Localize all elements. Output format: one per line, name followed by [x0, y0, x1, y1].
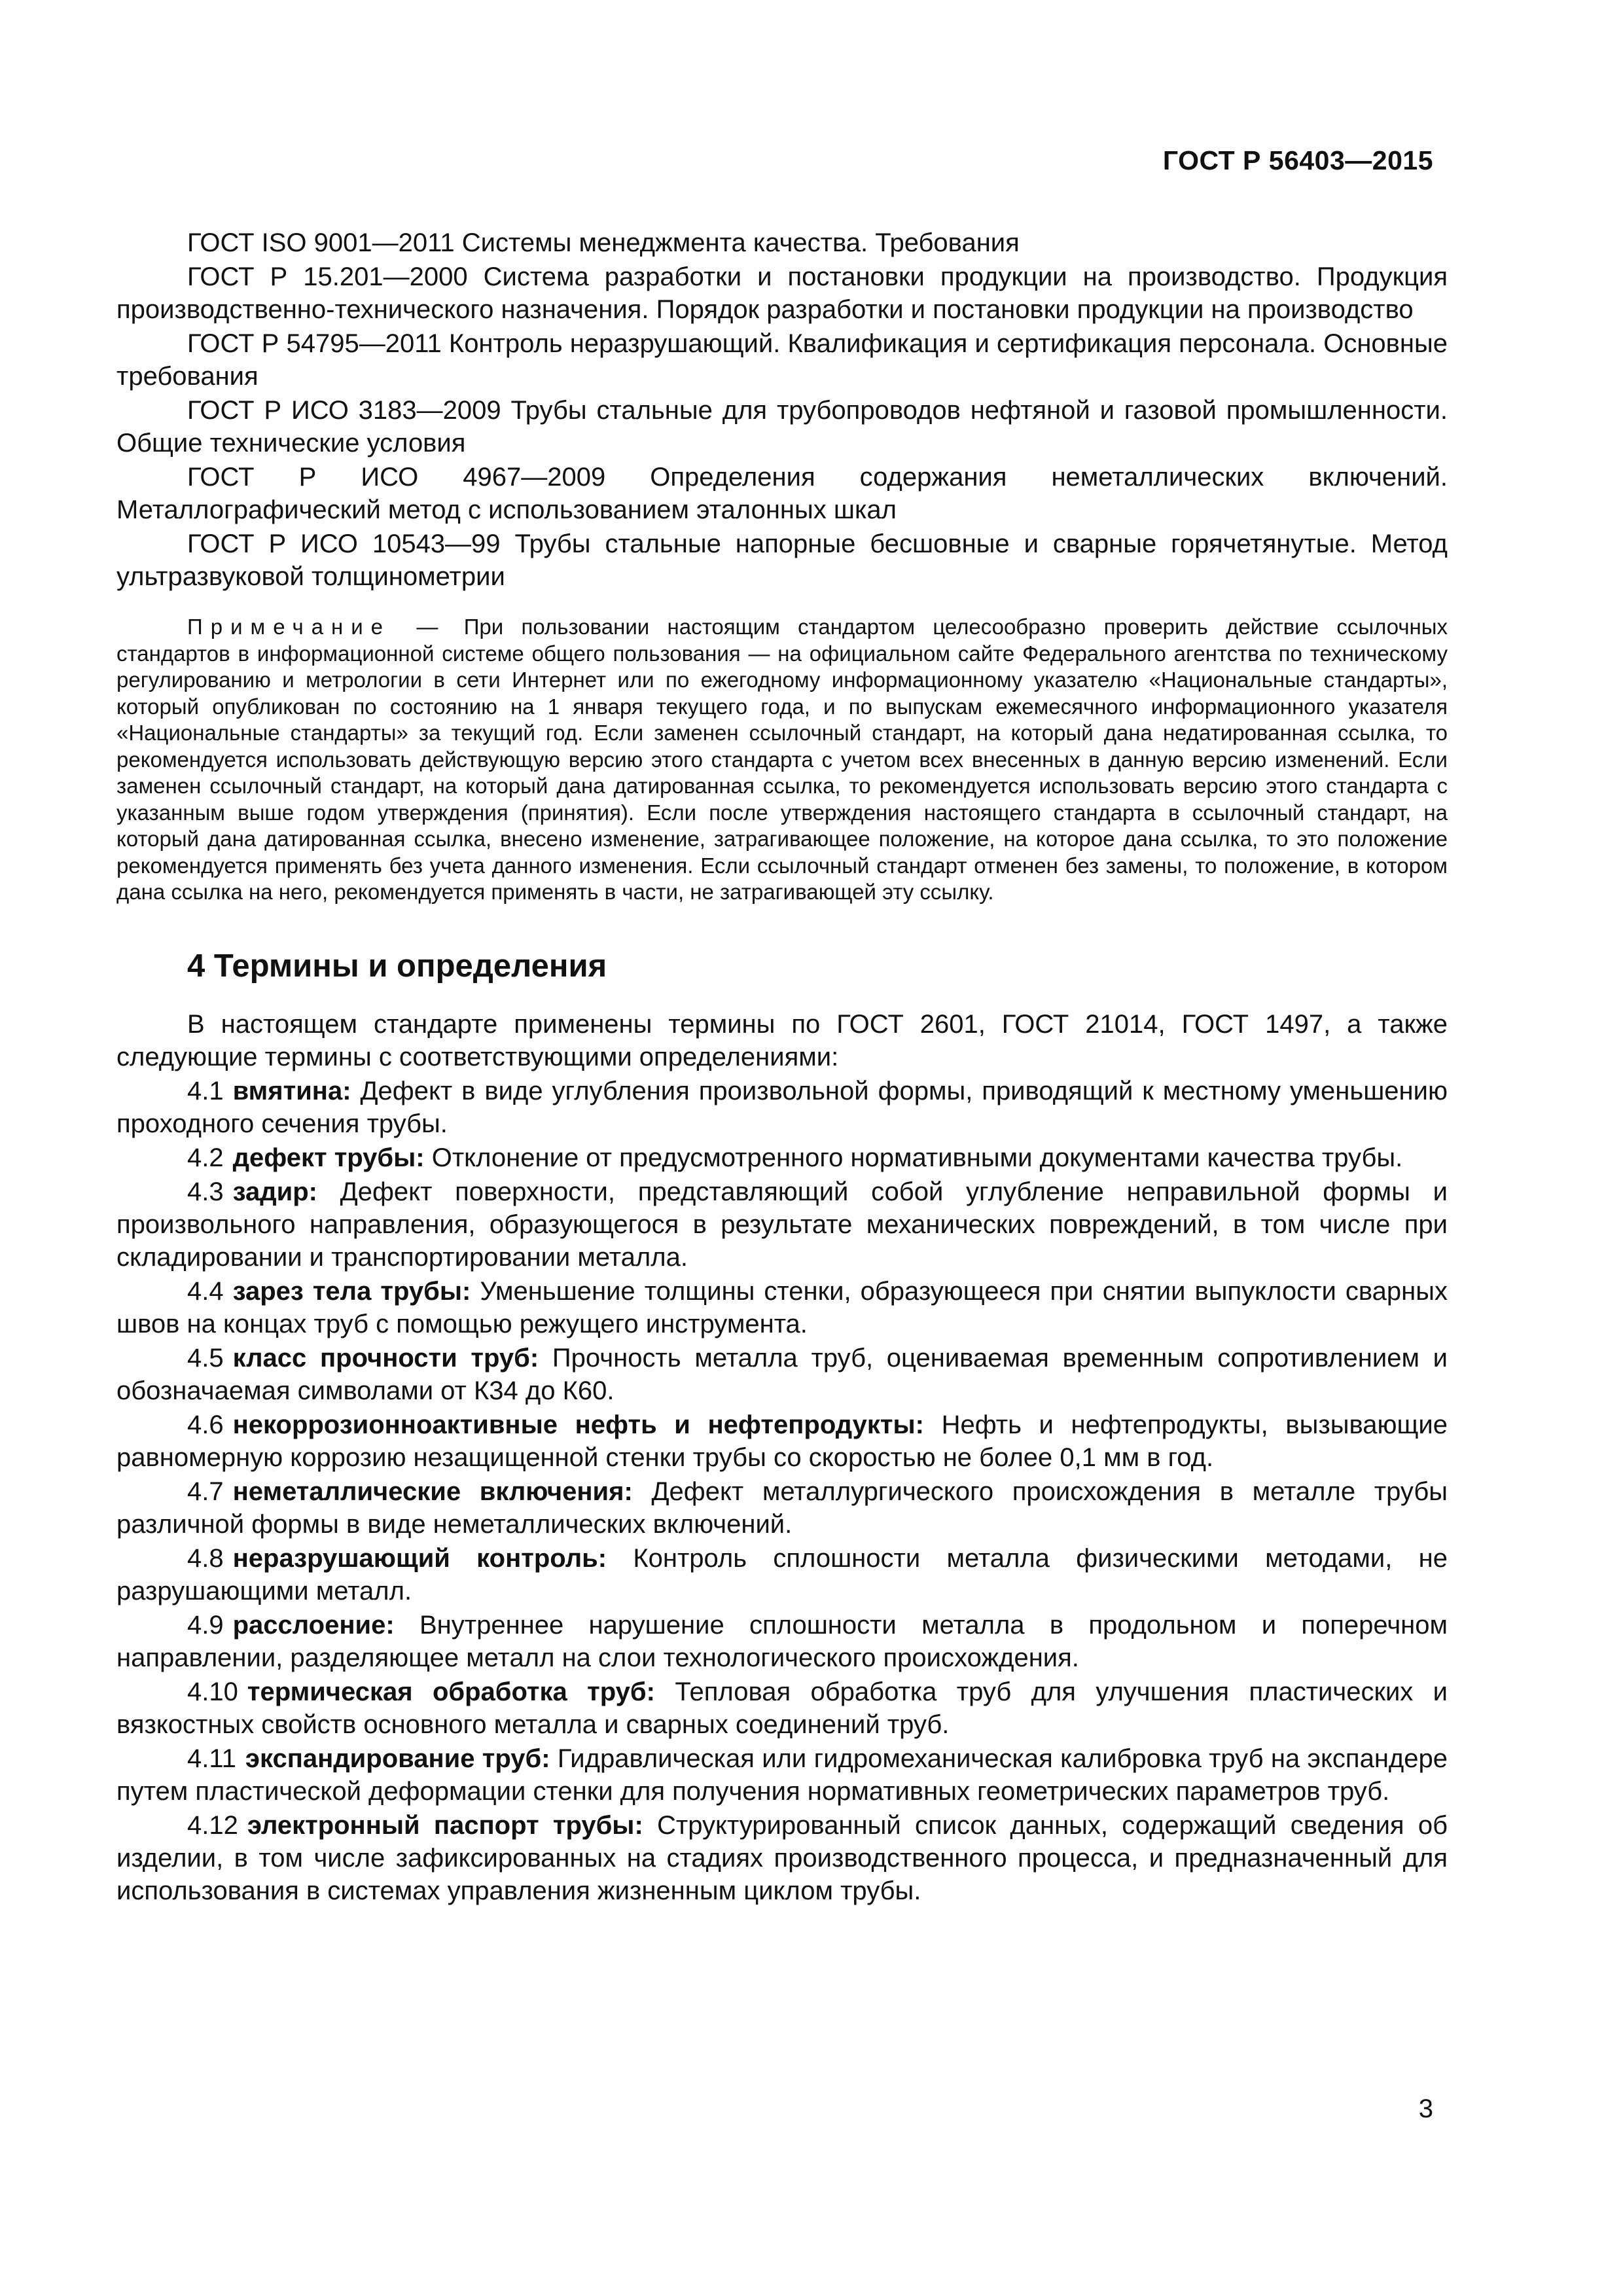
term-number: 4.5 — [187, 1343, 224, 1372]
term-name: задир: — [232, 1177, 317, 1206]
document-code: ГОСТ Р 56403—2015 — [1162, 145, 1433, 175]
term-number: 4.9 — [187, 1610, 224, 1640]
term-number: 4.1 — [187, 1076, 224, 1105]
term-item — [116, 1475, 1448, 1541]
note-text: При пользовании настоящим стандартом целесообразно проверить действие ссылочных стандартов в информационной системе общего пользования — на официальном сайте Федерального агентства по техническому регулированию и метрологии в сети Интернет или по ежегодному информационному указателю «Национальные стандарты», который опубликован по состоянию на 1 января текущего года, и по выпускам ежемесячного информационного указателя «Национальные стандарты» за текущий год. Если заменен ссылочный стандарт, на который дана недатированная ссылка, то рекомендуется использовать действующую версию этого стандарта с учетом всех внесенных в данную версию изменений. Если заменен ссылочный стандарт, на который дана датированная ссылка, то рекомендуется использовать версию этого стандарта с указанным выше годом утверждения (принятия). Если после утверждения настоящего стандарта в ссылочный стандарт, на который дана датированная ссылка, внесено изменение, затрагивающее положение, на которое дана ссылка, то это положение рекомендуется применять без учета данного изменения. Если ссылочный стандарт отменен без замены, то положение, в котором дана ссылка на него, рекомендуется применять в части, не затрагивающей эту ссылку. — [116, 615, 1448, 904]
term-item — [116, 1342, 1448, 1407]
reference-item: ГОСТ Р ИСО 3183—2009 Трубы стальные для трубопроводов нефтяной и газовой промышленности. Общие технические условия — [116, 396, 1448, 457]
term-definition: Контроль сплошности металла физическими методами, не разрушающими металл. — [116, 1543, 1448, 1605]
term-name: электронный паспорт трубы: — [247, 1810, 643, 1840]
page-number: 3 — [1418, 2094, 1433, 2123]
term-definition: Уменьшение толщины стенки, образующееся при снятии выпуклости сварных швов на концах труб с помощью режущего инструмента. — [116, 1276, 1448, 1338]
term-item — [116, 1141, 1448, 1174]
term-name: дефект трубы: — [232, 1143, 425, 1172]
reference-item: ГОСТ Р 15.201—2000 Система разработки и постановки продукции на производство. Продукция производственно-технического назначения. Порядок разработки и постановки продукции на производство — [116, 262, 1448, 324]
term-number: 4.6 — [187, 1410, 224, 1439]
reference-item: ГОСТ Р ИСО 10543—99 Трубы стальные напорные бесшовные и сварные горячетянутые. Метод ультразвуковой толщинометрии — [116, 529, 1448, 591]
term-definition: Прочность металла труб, оцениваемая временным сопротивлением и обозначаемая символами от К34 до К60. — [116, 1343, 1448, 1405]
term-definition: Нефть и нефтепродукты, вызывающие равномерную коррозию незащищенной стенки трубы со скоростью не более 0,1 мм в год. — [116, 1410, 1448, 1472]
reference-item: ГОСТ Р ИСО 4967—2009 Определения содержания неметаллических включений. Металлографический метод с использованием эталонных шкал — [116, 463, 1448, 524]
term-item — [116, 1809, 1448, 1907]
term-item — [116, 1742, 1448, 1808]
term-item — [116, 1175, 1448, 1274]
term-number: 4.8 — [187, 1543, 224, 1573]
section-title: 4 Термины и определения — [187, 948, 607, 984]
term-definition: Дефект в виде углубления произвольной формы, приводящий к местному уменьшению проходного сечения трубы. — [116, 1076, 1448, 1138]
term-name: некоррозионноактивные нефть и нефтепродукты: — [232, 1410, 924, 1439]
term-name: класс прочности труб: — [232, 1343, 539, 1372]
term-item — [116, 1075, 1448, 1140]
term-item — [116, 1275, 1448, 1340]
term-number: 4.10 — [187, 1677, 238, 1706]
term-number: 4.2 — [187, 1143, 224, 1172]
terms-list — [116, 1008, 1448, 1907]
term-name: термическая обработка труб: — [247, 1677, 655, 1706]
term-number: 4.12 — [187, 1810, 238, 1840]
term-name: неразрушающий контроль: — [232, 1543, 607, 1573]
note-block — [116, 614, 1448, 906]
term-definition: Тепловая обработка труб для улучшения пластических и вязкостных свойств основного металла и сварных соединений труб. — [116, 1677, 1448, 1739]
term-item — [116, 1609, 1448, 1674]
term-definition: Структурированный список данных, содержащий сведения об изделии, в том числе зафиксированных на стадиях производственного процесса, и предназначенный для использования в системах управления жизненным циклом трубы. — [116, 1810, 1448, 1905]
term-item — [116, 1542, 1448, 1607]
term-name: вмятина: — [232, 1076, 351, 1105]
term-name: экспандирование труб: — [245, 1744, 550, 1773]
page-content — [116, 226, 1448, 1909]
section-intro: В настоящем стандарте применены термины по ГОСТ 2601, ГОСТ 21014, ГОСТ 1497, а также следующие термины с соответствующими определениями: — [116, 1009, 1448, 1071]
term-number: 4.11 — [187, 1744, 236, 1773]
term-definition: Дефект поверхности, представляющий собой углубление неправильной формы и произвольного направления, образующегося в результате механических повреждений, в том числе при складировании и транспортировании металла. — [116, 1177, 1448, 1272]
note-label: Примечание — — [187, 615, 446, 639]
term-name: зарез тела трубы: — [232, 1276, 471, 1306]
term-definition: Внутреннее нарушение сплошности металла в продольном и поперечном направлении, разделяющее металл на слои технологического происхождения. — [116, 1610, 1448, 1672]
normative-references — [116, 226, 1448, 593]
reference-item: ГОСТ ISO 9001—2011 Системы менеджмента качества. Требования — [187, 228, 1020, 257]
term-item — [116, 1676, 1448, 1741]
term-number: 4.7 — [187, 1477, 224, 1506]
term-item — [116, 1408, 1448, 1474]
term-definition: Гидравлическая или гидромеханическая калибровка труб на экспандере путем пластической деформации стенки для получения нормативных геометрических параметров труб. — [116, 1744, 1448, 1806]
term-number: 4.3 — [187, 1177, 224, 1206]
term-number: 4.4 — [187, 1276, 224, 1306]
term-name: неметаллические включения: — [232, 1477, 633, 1506]
term-name: расслоение: — [232, 1610, 395, 1640]
term-definition: Дефект металлургического происхождения в металле трубы различной формы в виде неметаллических включений. — [116, 1477, 1448, 1539]
reference-item: ГОСТ Р 54795—2011 Контроль неразрушающий. Квалификация и сертификация персонала. Основные требования — [116, 329, 1448, 391]
term-definition: Отклонение от предусмотренного нормативными документами качества трубы. — [431, 1143, 1403, 1172]
